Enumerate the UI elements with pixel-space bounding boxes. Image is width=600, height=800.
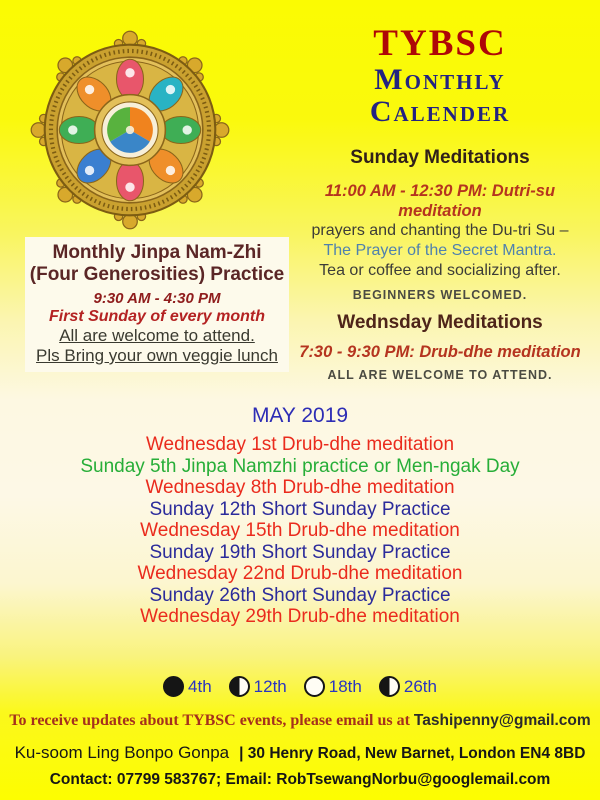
moon-phase-legend: [0, 676, 600, 697]
sunday-desc-1: prayers and chanting the Du-tri Su –: [311, 222, 569, 239]
jinpa-note-1: All are welcome to attend.: [59, 326, 255, 345]
moon-date-label: 12th: [253, 676, 287, 696]
wednesday-meditations-heading: Wednsday Meditations: [337, 312, 543, 333]
beginners-note: BEGINNERS WELCOMED.: [352, 288, 528, 302]
calendar-event: Wednesday 1st Drub-dhe meditation: [145, 434, 455, 455]
moon-phase-item: [163, 676, 212, 697]
moon-phase-item: [379, 676, 437, 697]
moon-date-label: 26th: [403, 676, 437, 696]
calendar-event: Sunday 12th Short Sunday Practice: [149, 498, 451, 520]
calendar-event: Wednesday 8th Drub-dhe meditation: [145, 477, 455, 498]
half-moon-icon: [229, 676, 250, 697]
calendar-section: [0, 403, 600, 628]
footer-contact-line: [0, 769, 600, 790]
venue-name: Ku-soom Ling Bonpo Gonpa: [14, 743, 230, 762]
sunday-time: 11:00 AM - 12:30 PM: Dutri-su meditation: [324, 182, 556, 220]
sunday-desc-2: The Prayer of the Secret Mantra.: [323, 242, 557, 259]
calendar-event: Sunday 19th Short Sunday Practice: [149, 541, 451, 563]
venue-address: | 30 Henry Road, New Barnet, London EN4 8BD: [239, 745, 586, 762]
calendar-event: Sunday 26th Short Sunday Practice: [149, 584, 451, 606]
moon-date-label: 18th: [328, 676, 362, 696]
flyer-title: [290, 24, 590, 128]
wednesday-attend-note: ALL ARE WELCOME TO ATTEND.: [327, 368, 553, 382]
jinpa-title-line-2: (Four Generosities) Practice: [29, 264, 285, 285]
calendar-events-list: [0, 434, 600, 628]
phone-number: 07799 583767;: [112, 771, 226, 788]
half-moon-icon: [379, 676, 400, 697]
contact-label: Contact:: [49, 771, 113, 788]
calendar-event: Sunday 5th Jinpa Namzhi practice or Men-ngak Day: [80, 455, 520, 477]
jinpa-title-line-1: Monthly Jinpa Nam-Zhi: [52, 242, 262, 263]
contact-email: RobTsewangNorbu@googlemail.com: [271, 771, 551, 788]
calendar-event: Wednesday 22nd Drub-dhe meditation: [137, 563, 463, 584]
moon-phase-item: [304, 676, 362, 697]
title-calender: Calender: [369, 95, 511, 128]
new-moon-icon: [163, 676, 184, 697]
email-label: Email:: [225, 771, 272, 788]
jinpa-schedule: First Sunday of every month: [48, 308, 266, 325]
footer-venue-line: [0, 742, 600, 764]
jinpa-note-2: Pls Bring your own veggie lunch: [36, 346, 278, 365]
dharma-wheel-graphic: [26, 26, 234, 234]
jinpa-practice-box: [25, 237, 289, 372]
jinpa-time: 9:30 AM - 4:30 PM: [93, 290, 221, 307]
title-tybsc: TYBSC: [373, 23, 507, 64]
updates-email: Tashipenny@gmail.com: [413, 712, 591, 729]
calendar-month-title: MAY 2019: [251, 404, 349, 427]
sunday-desc-3: Tea or coffee and socializing after.: [319, 262, 561, 279]
updates-text: To receive updates about TYBSC events, please email us at: [9, 712, 414, 729]
moon-phase-item: [229, 676, 287, 697]
sunday-meditations-heading: Sunday Meditations: [350, 147, 530, 168]
full-moon-icon: [304, 676, 325, 697]
wednesday-time: 7:30 - 9:30 PM: Drub-dhe meditation: [299, 343, 581, 361]
footer-updates-line: [0, 710, 600, 732]
calendar-event: Wednesday 29th Drub-dhe meditation: [140, 606, 460, 627]
calendar-event: Wednesday 15th Drub-dhe meditation: [140, 520, 460, 541]
meditations-column: [288, 147, 592, 383]
moon-date-label: 4th: [188, 676, 212, 696]
title-monthly: Monthly: [374, 63, 506, 96]
dharma-wheel-icon: [26, 26, 234, 234]
